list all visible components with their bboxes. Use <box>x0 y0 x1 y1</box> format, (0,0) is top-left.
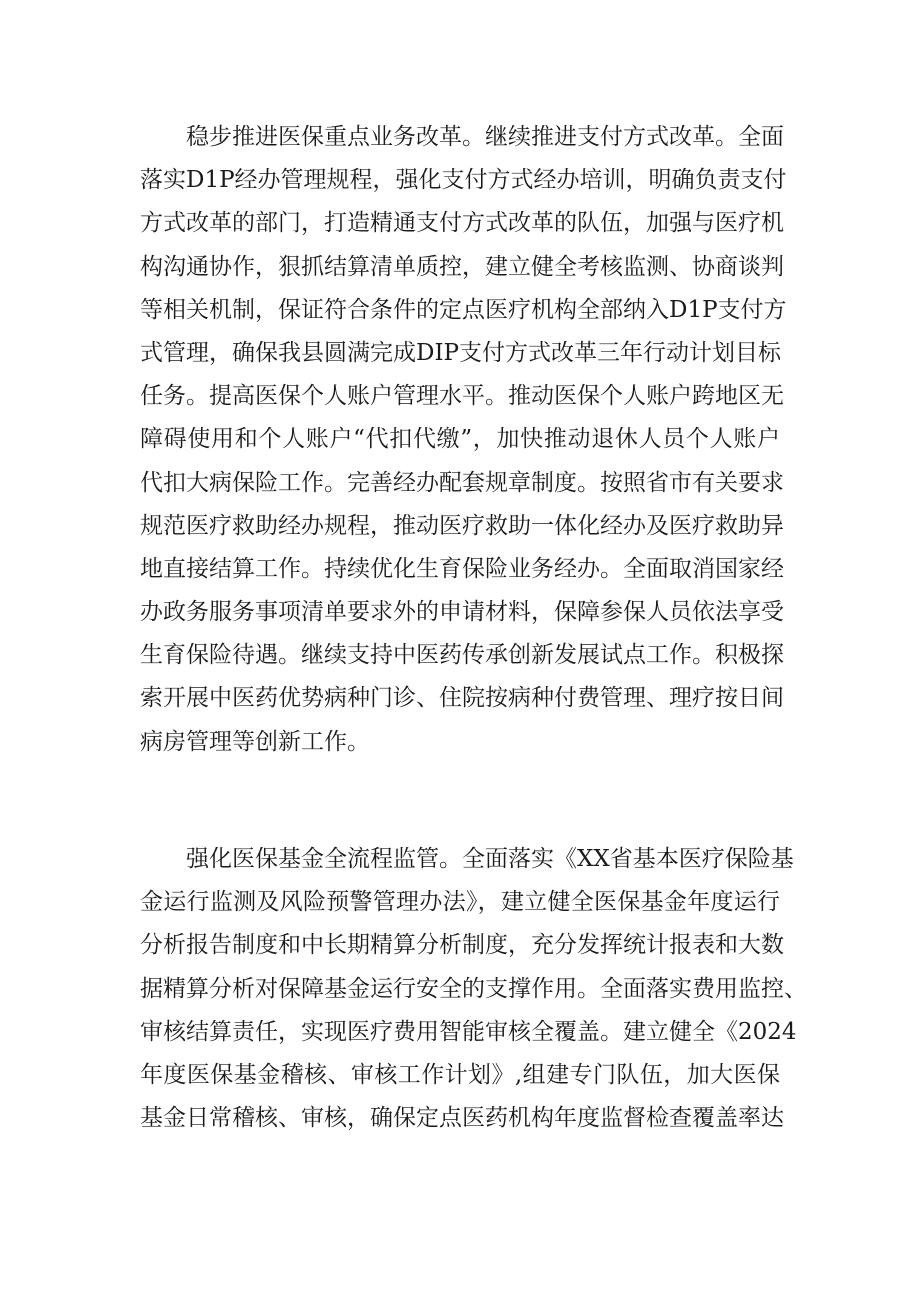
paragraph-line: 方式改革的部门，打造精通支付方式改革的队伍，加强与医疗机 <box>140 210 784 237</box>
paragraph-line: 落实D1P经办管理规程，强化支付方式经办培训，明确负责支付 <box>140 167 787 194</box>
paragraph-line: 基金日常稽核、审核，确保定点医药机构年度监督检查覆盖率达 <box>140 1105 784 1132</box>
paragraph-line: 任务。提高医保个人账户管理水平。推动医保个人账户跨地区无 <box>140 383 784 410</box>
paragraph-line: 等相关机制，保证符合条件的定点医疗机构全部纳入D1P支付方 <box>140 296 787 323</box>
paragraph-line: 式管理，确保我县圆满完成DIP支付方式改革三年行动计划目标 <box>140 339 782 366</box>
paragraph-line: 生育保险待遇。继续支持中医药传承创新发展试点工作。积极探 <box>140 642 784 669</box>
paragraph-line: 金运行监测及风险预警管理办法》，建立健全医保基金年度运行 <box>140 889 780 916</box>
paragraph-line: 年度医保基金稽核、审核工作计划》,组建专门队伍，加大医保 <box>140 1061 780 1088</box>
paragraph-line: 强化医保基金全流程监管。全面落实《XX省基本医疗保险基 <box>186 846 794 872</box>
paragraph-line: 代扣大病保险工作。完善经办配套规章制度。按照省市有关要求 <box>140 469 784 496</box>
paragraph-line: 规范医疗救助经办规程，推动医疗救助一体化经办及医疗救助异 <box>140 512 784 539</box>
paragraph-line: 稳步推进医保重点业务改革。继续推进支付方式改革。全面 <box>186 124 784 150</box>
paragraph-line: 索开展中医药优势病种门诊、住院按病种付费管理、理疗按日间 <box>140 685 784 712</box>
paragraph-payment-reform <box>140 116 787 764</box>
paragraph-line: 审核结算责任，实现医疗费用智能审核全覆盖。建立健全《2024 <box>140 1018 797 1045</box>
paragraph-line: 障碍使用和个人账户“代扣代缴”，加快推动退休人员个人账户 <box>140 426 780 453</box>
paragraph-line: 办政务服务事项清单要求外的申请材料，保障参保人员依法享受 <box>140 599 784 626</box>
paragraph-line: 构沟通协作，狠抓结算清单质控，建立健全考核监测、协商谈判 <box>140 253 784 280</box>
paragraph-line: 地直接结算工作。持续优化生育保险业务经办。全面取消国家经 <box>140 555 784 582</box>
paragraph-line: 病房管理等创新工作。 <box>140 728 370 755</box>
paragraph-fund-supervision <box>140 838 807 1140</box>
paragraph-line: 据精算分析对保障基金运行安全的支撑作用。全面落实费用监控、 <box>140 975 807 1002</box>
paragraph-line: 分析报告制度和中长期精算分析制度，充分发挥统计报表和大数 <box>140 932 784 959</box>
